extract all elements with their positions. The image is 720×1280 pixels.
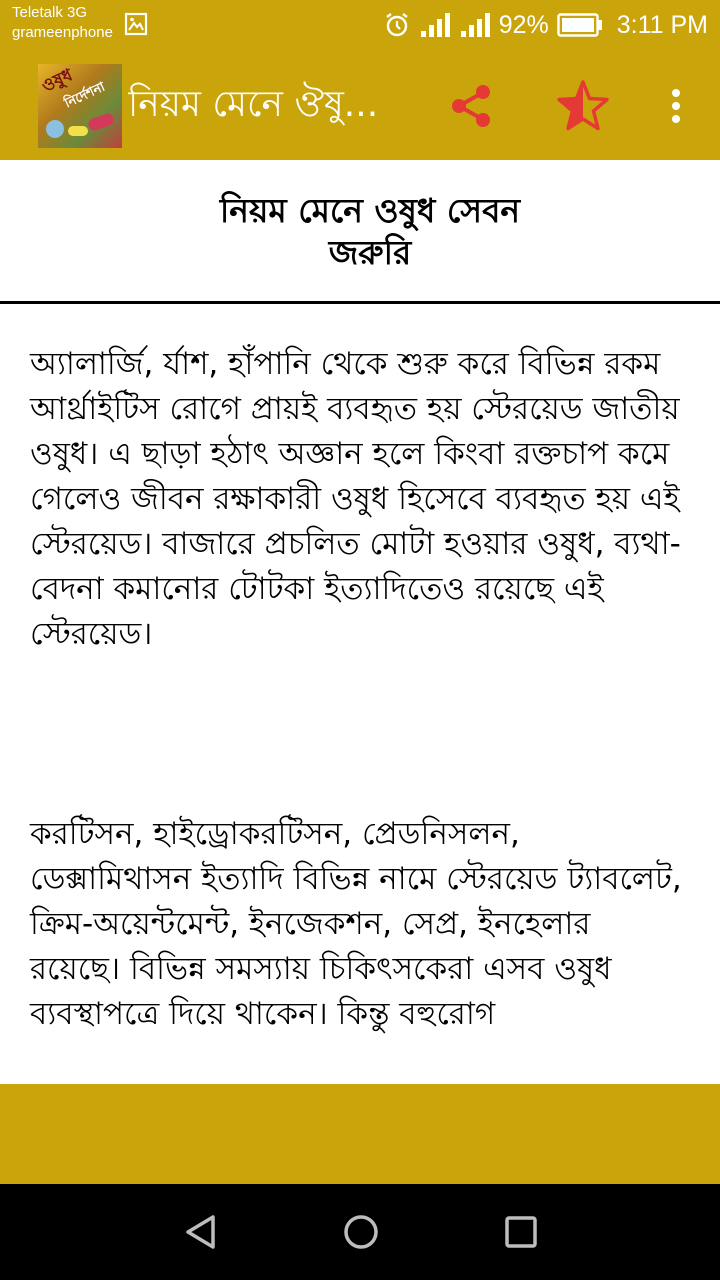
status-bar (0, 0, 720, 50)
back-icon (181, 1212, 221, 1252)
overflow-menu-button[interactable] (648, 78, 704, 134)
article-paragraph: করটিসন, হাইড্রোকরটিসন, প্রেডনিসলন, ডেক্সামিথাসন ইত্যাদি বিভিন্ন নামে স্টেরয়েড ট্যাবলেট, ক্রিম-অয়েন্টমেন্ট, ইনজেকশন, সেপ্র, ইনহেলার রয়েছে। বিভিন্ন সমস্যায় চিকিৎসকেরা এসব ওষুধ ব্যবস্থাপত্রে দিয়ে থাকেন। কিন্তু বহুরোগ (30, 816, 682, 1032)
logo-text-secondary: নির্দেশনা (62, 79, 108, 112)
app-bar (0, 50, 720, 160)
home-icon (341, 1212, 381, 1252)
share-icon (446, 81, 496, 131)
carrier-line-1: Teletalk 3G (12, 4, 88, 21)
recents-button[interactable] (497, 1208, 545, 1256)
image-icon (124, 12, 148, 36)
signal-icon (419, 11, 451, 39)
app-title: নিয়ম মেনে ঔষু... (128, 84, 379, 125)
pill-graphic (87, 112, 116, 132)
navigation-bar (0, 1184, 720, 1280)
recents-icon (501, 1212, 541, 1252)
alarm-icon (383, 11, 411, 39)
status-indicators (383, 0, 708, 50)
article-paragraph: অ্যালার্জি, র্যাশ, হাঁপানি থেকে শুরু করে বিভিন্ন রকম আর্থ্রাইটিস রোগে প্রায়ই ব্যবহৃত হয় স্টেরয়েড জাতীয় ওষুধ। এ ছাড়া হঠাৎ অজ্ঞান হলে কিংবা রক্তচাপ কমে গেলেও জীবন রক্ষাকারী ওষুধ হিসেবে ব্যবহৃত হয় এই স্টেরয়েড। বাজারে প্রচলিত মোটা হওয়ার ওষুধ, ব্যথা-বেদনা কমানোর টোটকা ইত্যাদিতেও রয়েছে এই স্টেরয়েড। (30, 346, 681, 652)
more-vert-icon (666, 86, 686, 126)
heading-line-2: জরুরি (328, 233, 412, 272)
battery-percent: 92% (498, 10, 549, 39)
app-logo[interactable] (38, 64, 122, 148)
ad-banner[interactable] (0, 1084, 720, 1184)
favorite-button[interactable] (555, 78, 611, 134)
battery-icon (557, 13, 603, 37)
signal-icon (459, 11, 491, 39)
pill-graphic (46, 120, 64, 138)
heading-line-1: নিয়ম মেনে ওষুধ সেবন (219, 191, 521, 230)
star-icon (556, 79, 610, 133)
share-button[interactable] (443, 78, 499, 134)
article-body[interactable] (0, 304, 720, 1084)
clock: 3:11 PM (616, 10, 708, 39)
home-button[interactable] (337, 1208, 385, 1256)
carrier-info (12, 3, 113, 43)
pill-graphic (68, 126, 88, 136)
back-button[interactable] (177, 1208, 225, 1256)
carrier-line-2: grameenphone (12, 24, 113, 41)
logo-text-primary: ওষুধ (38, 65, 76, 97)
article-heading (0, 190, 720, 274)
